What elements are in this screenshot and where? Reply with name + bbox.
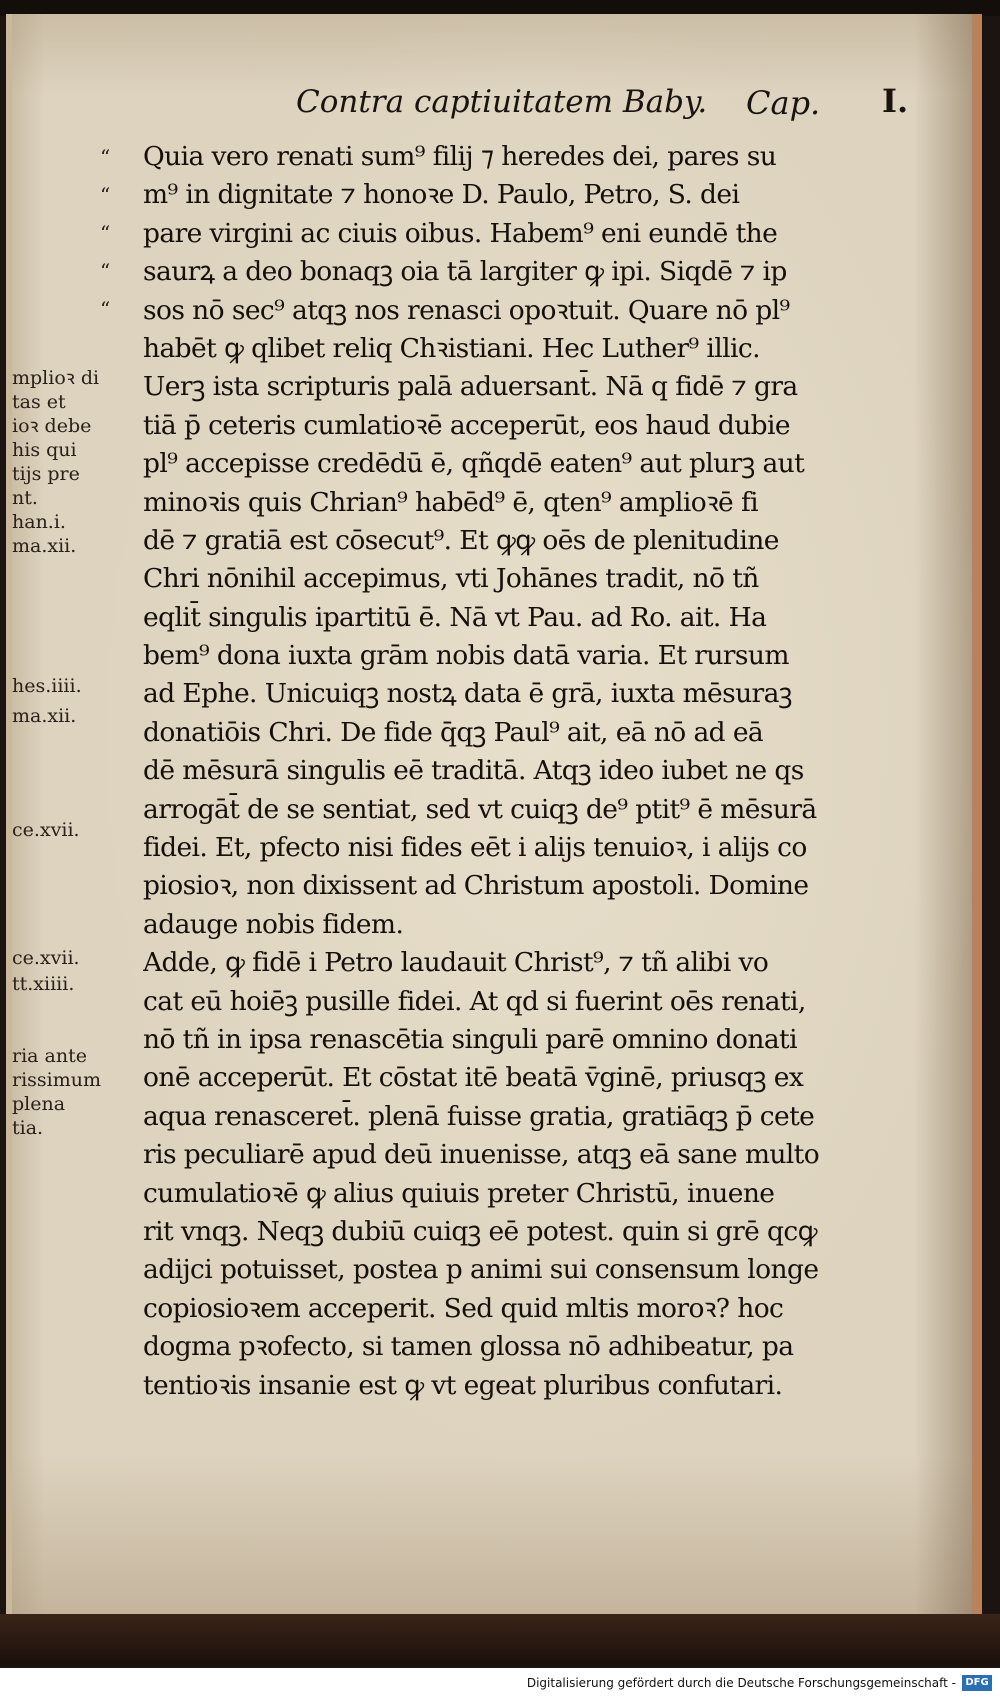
text-line: ad Ephe. Unicuiqꝫ nostꝝ data ē grā, iuxta mēsuraꝫ [143,678,792,710]
text-line: rit vnqꝫ. Neqꝫ dubiū cuiqꝫ eē potest. quin si grē qcꝙ [143,1215,817,1247]
margin-note: rissimum [12,1069,102,1091]
text-line: adijci potuisset, postea p animi sui consensum longe [143,1254,819,1286]
quotation-marks [100,138,140,328]
quote-mark: “ [100,183,111,207]
margin-note: ma.xii. [12,535,77,557]
quote-mark: “ [100,221,111,245]
text-line: aqua renasceret̄. plenā fuisse gratia, gratiāqꝫ p̄ cete [143,1100,815,1132]
text-line: pare virgini ac ciuis oibus. Habem⁹ eni eundē the [143,217,778,249]
text-line: piosioꝛ, non dixissent ad Christum apostoli. Domine [143,870,809,902]
text-line: copiosioꝛem acceperit. Sed quid mltis moroꝛ? hoc [143,1292,784,1324]
margin-note: tt.xiiii. [12,973,75,995]
body-text [143,138,919,1405]
text-line: donatiōis Chri. De fide q̄qꝫ Paul⁹ ait, eā nō ad eā [143,716,764,748]
margin-note: tijs pre [12,463,80,485]
text-line: pl⁹ accepisse credēdū ē, qñqdē eaten⁹ aut plurꝫ aut [143,448,805,480]
margin-note: hes.iiii. [12,675,82,697]
text-line: fidei. Et, pfecto nisi fides eēt i alijs tenuioꝛ, i alijs co [143,832,807,864]
text-line: nō tñ in ipsa renascētia singuli parē omnino donati [143,1023,797,1055]
text-line: sos nō sec⁹ atqꝫ nos renasci opoꝛtuit. Quare nō pl⁹ [143,294,790,326]
text-line: dē mēsurā singulis eē traditā. Atqꝫ ideo iubet ne qs [143,755,804,787]
folio-number: I. [882,82,909,120]
running-title: Contra captiuitatem Baby. [296,84,708,120]
text-line: ris peculiarē apud deū inuenisse, atqꝫ eā sane multo [143,1139,820,1171]
margin-note: tia. [12,1117,44,1139]
text-line: habēt ꝙ qlibet reliq Chꝛistiani. Hec Luther⁹ illic. [143,332,760,364]
running-header [236,76,926,126]
text-line: onē acceperūt. Et cōstat itē beatā v̄ginē, priusqꝫ ex [143,1062,804,1094]
margin-note: ioꝛ debe [12,415,92,437]
funding-credit: Digitalisierung gefördert durch die Deutsche Forschungsgemeinschaft - [526,1676,956,1690]
quote-mark: “ [100,145,111,169]
quote-mark: “ [100,297,111,321]
text-line: tentioꝛis insanie est ꝙ vt egeat pluribus confutari. [143,1369,783,1401]
margin-note: ce.xvii. [12,819,80,841]
margin-note: tas et [12,391,66,413]
margin-note: ria ante [12,1045,87,1067]
text-line: cat eū hoiēꝫ pusille fidei. At qd si fuerint oēs renati, [143,985,806,1017]
chapter-label: Cap. [746,84,821,122]
quote-mark: “ [100,259,111,283]
digitization-footer [0,1668,1000,1700]
margin-note: plena [12,1093,66,1115]
text-line: saurꝝ a deo bonaqꝫ oia tā largiter ꝙ ipi. Siqdē ⁊ ip [143,256,787,288]
margin-note: ce.xvii. [12,947,80,969]
text-line: tiā p̄ ceteris cumlatioꝛē acceperūt, eos haud dubie [143,409,790,441]
margin-note: his qui [12,439,77,461]
book-page [6,14,982,1614]
text-line: dē ⁊ gratiā est cōsecut⁹. Et ꝙꝙ oēs de plenitudine [143,524,779,556]
text-line: Quia vero renati sum⁹ filij ⁊ heredes dei, pares su [143,141,777,172]
text-line: Adde, ꝙ fidē i Petro laudauit Christ⁹, ⁊ tñ alibi vo [143,947,769,979]
text-line: dogma pꝛofecto, si tamen glossa nō adhibeatur, pa [143,1331,794,1363]
text-line: Chri nōnihil accepimus, vti Johānes tradit, nō tñ [143,563,759,595]
margin-note: nt. [12,487,38,509]
text-line: eqlit̄ singulis ipartitū ē. Nā vt Pau. ad Ro. ait. Ha [143,601,767,633]
scan-bottom-border [0,1614,1000,1666]
text-line: cumulatioꝛē ꝙ alius quiuis preter Christū, inuene [143,1177,775,1209]
text-line: arrogāt̄ de se sentiat, sed vt cuiqꝫ de⁹ ptit⁹ ē mēsurā [143,793,817,825]
text-line: minoꝛis quis Chrian⁹ habēd⁹ ē, qten⁹ amplioꝛē fi [143,486,759,518]
text-line: m⁹ in dignitate ⁊ honoꝛe D. Paulo, Petro, S. dei [143,179,740,211]
text-line: adauge nobis fidem. [143,908,404,940]
margin-note: han.i. [12,511,66,533]
margin-note: mplioꝛ di [12,367,100,389]
dfg-logo: DFG [962,1675,992,1691]
margin-note: ma.xii. [12,705,77,727]
text-line: bem⁹ dona iuxta grām nobis datā varia. Et rursum [143,640,789,672]
text-line: Uerꝫ ista scripturis palā aduersant̄. Nā q fidē ⁊ gra [143,371,798,403]
